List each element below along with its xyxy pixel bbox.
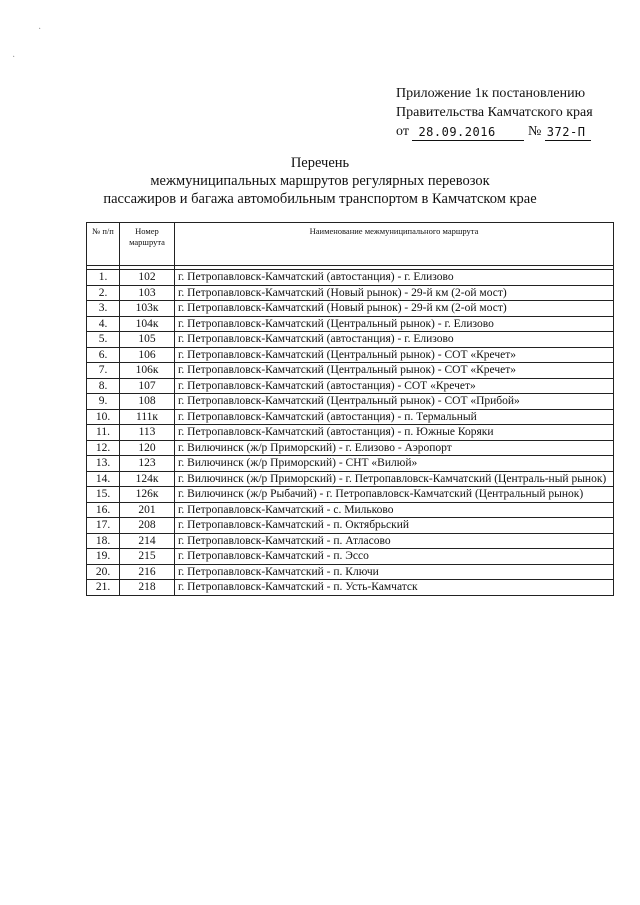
row-number: 4.: [87, 316, 120, 332]
header-code: Номер маршрута: [120, 223, 175, 266]
table-row: [87, 270, 614, 286]
table-row: [87, 347, 614, 363]
route-number: 215: [120, 549, 175, 565]
row-number: 10.: [87, 409, 120, 425]
table-row: [87, 425, 614, 441]
route-name: г. Петропавловск-Камчатский - п. Усть-Камчатск: [175, 580, 614, 596]
appendix-line-2: Правительства Камчатского края: [396, 105, 593, 120]
table-row: [87, 549, 614, 565]
route-name: г. Петропавловск-Камчатский (автостанция) - г. Елизово: [175, 270, 614, 286]
route-number: 106к: [120, 363, 175, 379]
route-name: г. Петропавловск-Камчатский (автостанция) - г. Елизово: [175, 332, 614, 348]
route-number: 124к: [120, 471, 175, 487]
appendix-block: [396, 84, 626, 141]
row-number: 12.: [87, 440, 120, 456]
row-number: 17.: [87, 518, 120, 534]
route-number: 208: [120, 518, 175, 534]
route-number: 107: [120, 378, 175, 394]
route-number: 214: [120, 533, 175, 549]
date-field: [412, 123, 524, 141]
row-number: 21.: [87, 580, 120, 596]
resolution-date: 28.09.2016: [418, 125, 496, 139]
route-number: 102: [120, 270, 175, 286]
route-name: г. Петропавловск-Камчатский - п. Атласово: [175, 533, 614, 549]
route-name: г. Вилючинск (ж/р Рыбачий) - г. Петропавловск-Камчатский (Центральный рынок): [175, 487, 614, 503]
route-name: г. Петропавловск-Камчатский (Центральный рынок) - СОТ «Кречет»: [175, 347, 614, 363]
title-heading: Перечень: [290, 155, 350, 171]
route-number: 104к: [120, 316, 175, 332]
row-number: 15.: [87, 487, 120, 503]
route-name: г. Петропавловск-Камчатский - с. Мильково: [175, 502, 614, 518]
row-number: 1.: [87, 270, 120, 286]
table-row: [87, 378, 614, 394]
scan-speck: ·: [12, 52, 16, 63]
table-row: [87, 518, 614, 534]
route-number: 216: [120, 564, 175, 580]
table-row: [87, 301, 614, 317]
table-row: [87, 533, 614, 549]
route-name: г. Петропавловск-Камчатский (Центральный рынок) - СОТ «Прибой»: [175, 394, 614, 410]
route-number: 120: [120, 440, 175, 456]
row-number: 11.: [87, 425, 120, 441]
table-row: [87, 456, 614, 472]
route-name: г. Петропавловск-Камчатский (Центральный рынок) - г. Елизово: [175, 316, 614, 332]
route-name: г. Вилючинск (ж/р Приморский) - г. Петропавловск-Камчатский (Централь-ный рынок): [175, 471, 614, 487]
table-row: [87, 580, 614, 596]
appendix-line-1: Приложение 1к постановлению: [396, 86, 586, 101]
route-name: г. Петропавловск-Камчатский (Новый рынок) - 29-й км (2-ой мост): [175, 285, 614, 301]
route-number: 106: [120, 347, 175, 363]
route-number: 103: [120, 285, 175, 301]
table-row: [87, 471, 614, 487]
route-number: 103к: [120, 301, 175, 317]
route-name: г. Вилючинск (ж/р Приморский) - г. Елизово - Аэропорт: [175, 440, 614, 456]
route-name: г. Петропавловск-Камчатский (автостанция) - СОТ «Кречет»: [175, 378, 614, 394]
route-name: г. Петропавловск-Камчатский (Центральный рынок) - СОТ «Кречет»: [175, 363, 614, 379]
row-number: 18.: [87, 533, 120, 549]
route-name: г. Петропавловск-Камчатский (Новый рынок) - 29-й км (2-ой мост): [175, 301, 614, 317]
row-number: 8.: [87, 378, 120, 394]
route-name: г. Петропавловск-Камчатский - п. Эссо: [175, 549, 614, 565]
row-number: 5.: [87, 332, 120, 348]
route-number: 218: [120, 580, 175, 596]
number-field: [545, 123, 591, 141]
row-number: 14.: [87, 471, 120, 487]
table-row: [87, 332, 614, 348]
table-row: [87, 502, 614, 518]
route-name: г. Петропавловск-Камчатский (автостанция) - п. Термальный: [175, 409, 614, 425]
resolution-number: 372-П: [546, 125, 586, 139]
table-header-row: [87, 223, 614, 266]
route-name: г. Петропавловск-Камчатский (автостанция) - п. Южные Коряки: [175, 425, 614, 441]
row-number: 6.: [87, 347, 120, 363]
table-row: [87, 394, 614, 410]
route-number: 108: [120, 394, 175, 410]
route-number: 113: [120, 425, 175, 441]
route-number: 126к: [120, 487, 175, 503]
route-number: 105: [120, 332, 175, 348]
table-row: [87, 409, 614, 425]
route-name: г. Петропавловск-Камчатский - п. Ключи: [175, 564, 614, 580]
table-row: [87, 564, 614, 580]
table-row: [87, 285, 614, 301]
document-title: [60, 154, 580, 208]
header-num: № п/п: [87, 223, 120, 266]
route-number: 201: [120, 502, 175, 518]
from-label: от: [396, 124, 409, 139]
route-name: г. Вилючинск (ж/р Приморский) - СНТ «Вилюй»: [175, 456, 614, 472]
table-row: [87, 316, 614, 332]
appendix-date-line: [396, 122, 626, 141]
route-number: 111к: [120, 409, 175, 425]
route-number: 123: [120, 456, 175, 472]
title-line-2: пассажиров и багажа автомобильным транспортом в Камчатском крае: [103, 191, 537, 207]
table-row: [87, 440, 614, 456]
row-number: 16.: [87, 502, 120, 518]
row-number: 2.: [87, 285, 120, 301]
number-label: №: [527, 124, 542, 139]
route-name: г. Петропавловск-Камчатский - п. Октябрьский: [175, 518, 614, 534]
table-row: [87, 487, 614, 503]
table-row: [87, 363, 614, 379]
row-number: 9.: [87, 394, 120, 410]
row-number: 20.: [87, 564, 120, 580]
routes-table: [86, 222, 614, 596]
row-number: 7.: [87, 363, 120, 379]
row-number: 3.: [87, 301, 120, 317]
title-line-1: межмуниципальных маршрутов регулярных перевозок: [150, 173, 490, 189]
row-number: 13.: [87, 456, 120, 472]
header-name: Наименование межмуниципального маршрута: [175, 223, 614, 266]
row-number: 19.: [87, 549, 120, 565]
scan-speck: ·: [38, 24, 42, 35]
